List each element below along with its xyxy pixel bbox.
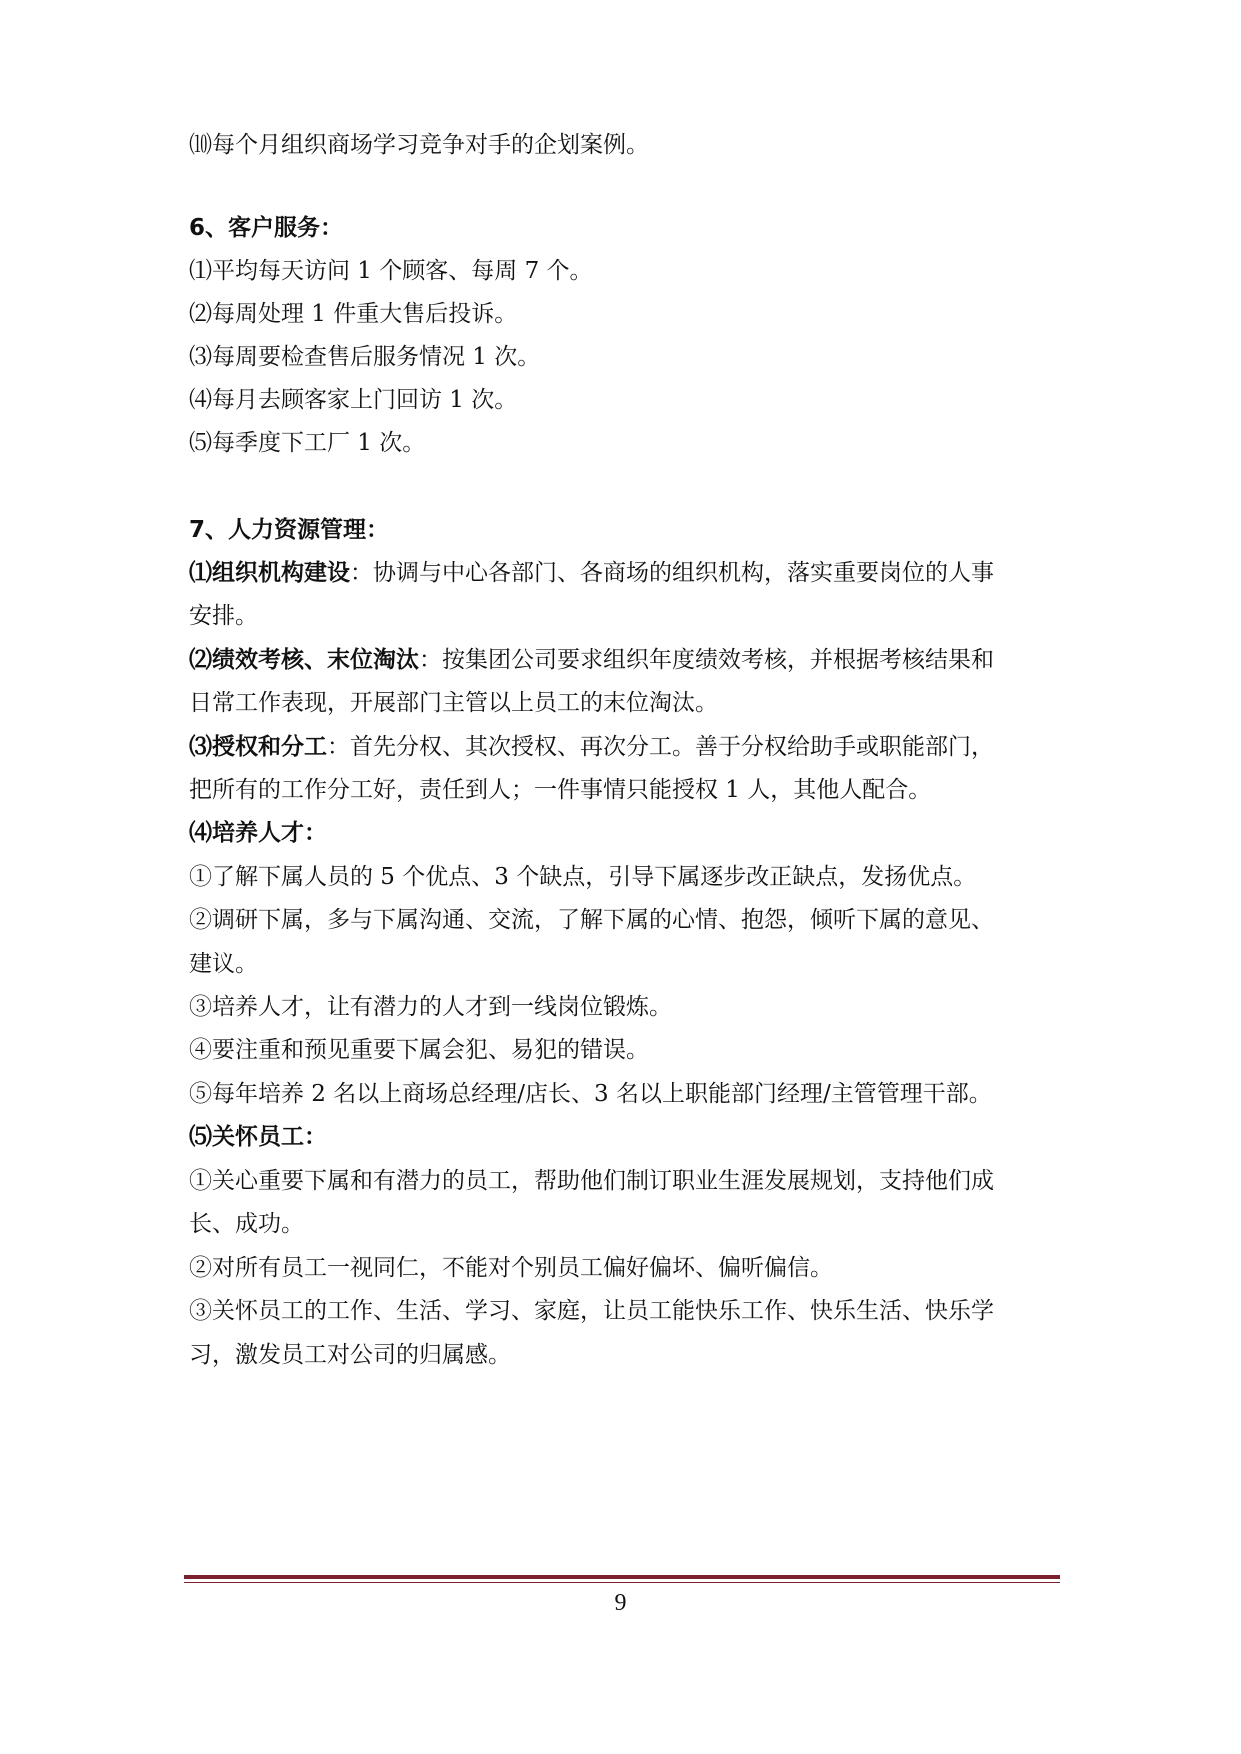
text-segment: ：按集团公司要求组织年度绩效考核，并根据考核结果和: [419, 647, 994, 673]
text-line: [189, 342, 1069, 372]
text-line: [189, 818, 1069, 848]
text-line: [189, 1166, 1069, 1196]
text-segment: ⑸每季度下工厂 1 次。: [189, 430, 426, 456]
text-line: [189, 1253, 1069, 1283]
text-segment: 安排。: [189, 603, 258, 629]
text-line: [189, 1296, 1069, 1326]
text-line: [189, 428, 1069, 458]
text-segment: 日常工作表现，开展部门主管以上员工的末位淘汰。: [189, 690, 718, 716]
text-line: [189, 645, 1069, 675]
text-line: [189, 688, 1069, 718]
text-line: [189, 732, 1069, 762]
text-segment: 建议。: [189, 951, 258, 977]
text-line: [189, 862, 1069, 892]
text-segment: ：协调与中心各部门、各商场的组织机构，落实重要岗位的人事: [350, 560, 994, 586]
text-segment: ⑤每年培养 2 名以上商场总经理/店长、3 名以上职能部门经理/主管管理干部。: [189, 1081, 992, 1107]
text-segment: ⑽每个月组织商场学习竞争对手的企划案例。: [189, 132, 649, 158]
text-line: [189, 213, 1069, 243]
text-line: [189, 949, 1069, 979]
text-segment: ：首先分权、其次授权、再次分工。善于分权给助手或职能部门，: [327, 734, 994, 760]
text-segment: ③关怀员工的工作、生活、学习、家庭，让员工能快乐工作、快乐生活、快乐学: [189, 1298, 994, 1324]
bold-text-segment: ⑷培养人才：: [189, 820, 327, 846]
text-segment: 长、成功。: [189, 1211, 304, 1237]
text-line: [189, 1035, 1069, 1065]
bold-text-segment: 7、人力资源管理：: [189, 517, 390, 543]
text-segment: 把所有的工作分工好，责任到人；一件事情只能授权 1 人，其他人配合。: [189, 777, 932, 803]
bold-text-segment: ⑴组织机构建设: [189, 560, 350, 586]
bold-text-segment: ⑵绩效考核、末位淘汰: [189, 647, 419, 673]
text-segment: ①关心重要下属和有潜力的员工，帮助他们制订职业生涯发展规划，支持他们成: [189, 1168, 994, 1194]
page-number: 9: [614, 1590, 627, 1616]
text-line: [189, 992, 1069, 1022]
text-segment: ⑶每周要检查售后服务情况 1 次。: [189, 344, 541, 370]
text-line: [189, 1079, 1069, 1109]
text-line: [189, 1122, 1069, 1152]
text-segment: ⑷每月去顾客家上门回访 1 次。: [189, 387, 518, 413]
footer-rule-thick: [184, 1575, 1060, 1579]
text-line: [189, 385, 1069, 415]
text-line: [189, 1209, 1069, 1239]
text-line: [189, 1340, 1069, 1370]
text-line: [189, 515, 1069, 545]
bold-text-segment: ⑸关怀员工：: [189, 1124, 327, 1150]
text-segment: ①了解下属人员的 5 个优点、3 个缺点，引导下属逐步改正缺点，发扬优点。: [189, 864, 977, 890]
text-line: [189, 601, 1069, 631]
text-segment: 习，激发员工对公司的归属感。: [189, 1342, 511, 1368]
text-segment: ②调研下属，多与下属沟通、交流，了解下属的心情、抱怨，倾听下属的意见、: [189, 907, 994, 933]
text-segment: ⑴平均每天访问 1 个顾客、每周 7 个。: [189, 258, 593, 284]
text-segment: ③培养人才，让有潜力的人才到一线岗位锻炼。: [189, 994, 672, 1020]
text-line: [189, 256, 1069, 286]
bold-text-segment: 6、客户服务：: [189, 215, 344, 241]
footer-rule-thin: [184, 1582, 1060, 1583]
text-segment: ④要注重和预见重要下属会犯、易犯的错误。: [189, 1037, 649, 1063]
text-line: [189, 299, 1069, 329]
text-segment: ⑵每周处理 1 件重大售后投诉。: [189, 301, 518, 327]
text-segment: ②对所有员工一视同仁，不能对个别员工偏好偏坏、偏听偏信。: [189, 1255, 833, 1281]
text-line: [189, 558, 1069, 588]
bold-text-segment: ⑶授权和分工: [189, 734, 327, 760]
text-line: [189, 905, 1069, 935]
text-line: [189, 775, 1069, 805]
text-line: [189, 130, 1069, 160]
